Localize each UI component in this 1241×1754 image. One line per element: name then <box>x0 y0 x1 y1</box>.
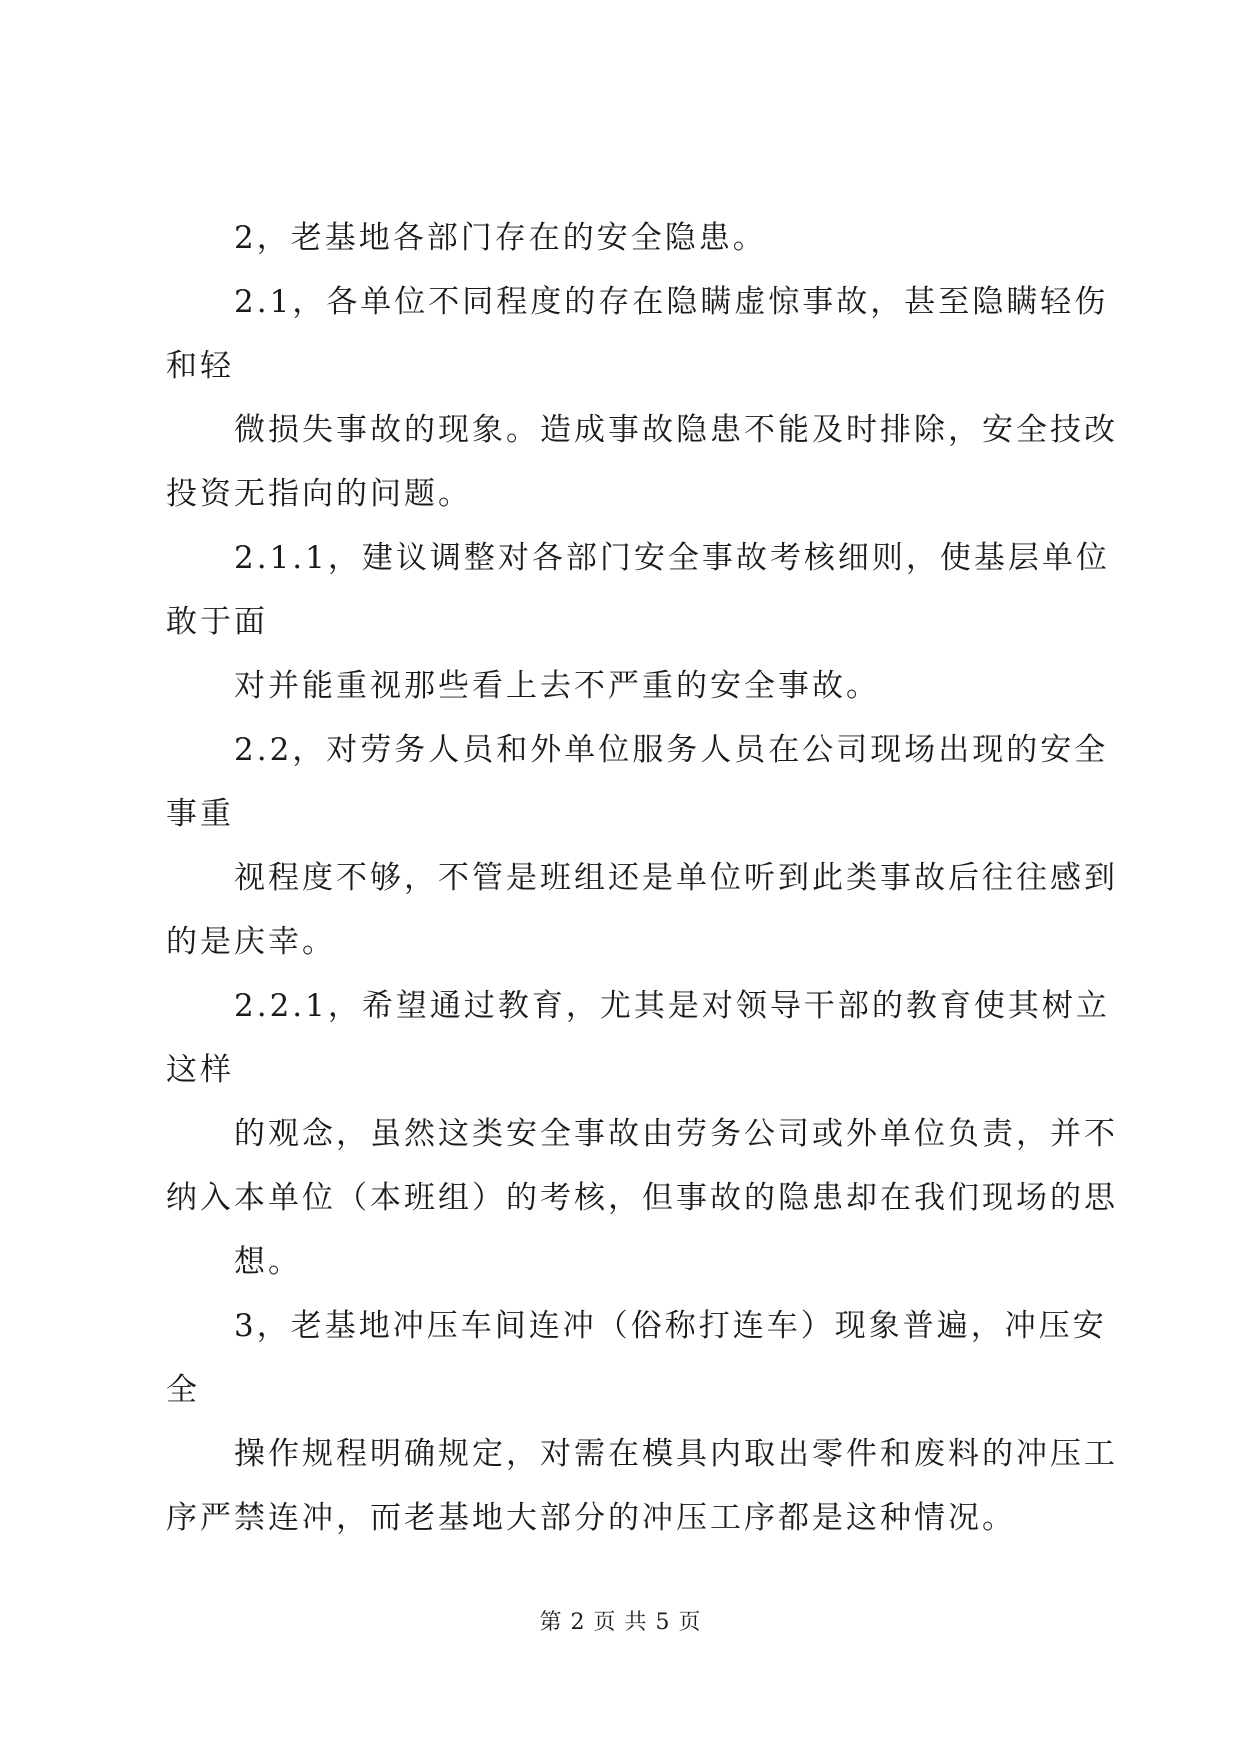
paragraph-3-line-1: 3，老基地冲压车间连冲（俗称打连车）现象普遍，冲压安 <box>234 1308 1107 1344</box>
paragraph-3-line-2: 全 <box>166 1372 200 1408</box>
paragraph-2-1-1-line-2: 敢于面 <box>166 604 268 640</box>
document-body <box>166 206 1118 1550</box>
paragraph-2-2-line-3: 视程度不够，不管是班组还是单位听到此类事故后往往感到 <box>234 860 1118 896</box>
paragraph-2-2-1-line-1: 2.2.1，希望通过教育，尤其是对领导干部的教育使其树立 <box>234 988 1110 1024</box>
paragraph-2-2-1-line-5: 想。 <box>234 1244 302 1280</box>
paragraph-3-line-4: 序严禁连冲，而老基地大部分的冲压工序都是这种情况。 <box>166 1500 1016 1536</box>
paragraph-2-2-1-line-4: 纳入本单位（本班组）的考核，但事故的隐患却在我们现场的思 <box>166 1180 1118 1216</box>
paragraph-2-1-1-line-1: 2.1.1，建议调整对各部门安全事故考核细则，使基层单位 <box>234 540 1110 576</box>
paragraph-2-1-line-1: 2.1，各单位不同程度的存在隐瞒虚惊事故，甚至隐瞒轻伤 <box>234 284 1109 320</box>
paragraph-3-line-3: 操作规程明确规定，对需在模具内取出零件和废料的冲压工 <box>234 1436 1118 1472</box>
paragraph-2-2-line-1: 2.2，对劳务人员和外单位服务人员在公司现场出现的安全 <box>234 732 1109 768</box>
heading-2: 2，老基地各部门存在的安全隐患。 <box>234 220 767 256</box>
paragraph-2-2-line-4: 的是庆幸。 <box>166 924 336 960</box>
paragraph-2-2-line-2: 事重 <box>166 796 234 832</box>
paragraph-2-1-line-3: 微损失事故的现象。造成事故隐患不能及时排除，安全技改 <box>234 412 1118 448</box>
page-number-footer: 第 2 页 共 5 页 <box>539 1610 702 1635</box>
paragraph-2-2-1-line-3: 的观念，虽然这类安全事故由劳务公司或外单位负责，并不 <box>234 1116 1118 1152</box>
paragraph-2-1-line-4: 投资无指向的问题。 <box>166 476 472 512</box>
paragraph-2-1-1-line-3: 对并能重视那些看上去不严重的安全事故。 <box>234 668 880 704</box>
paragraph-2-1-line-2: 和轻 <box>166 348 234 384</box>
paragraph-2-2-1-line-2: 这样 <box>166 1052 234 1088</box>
